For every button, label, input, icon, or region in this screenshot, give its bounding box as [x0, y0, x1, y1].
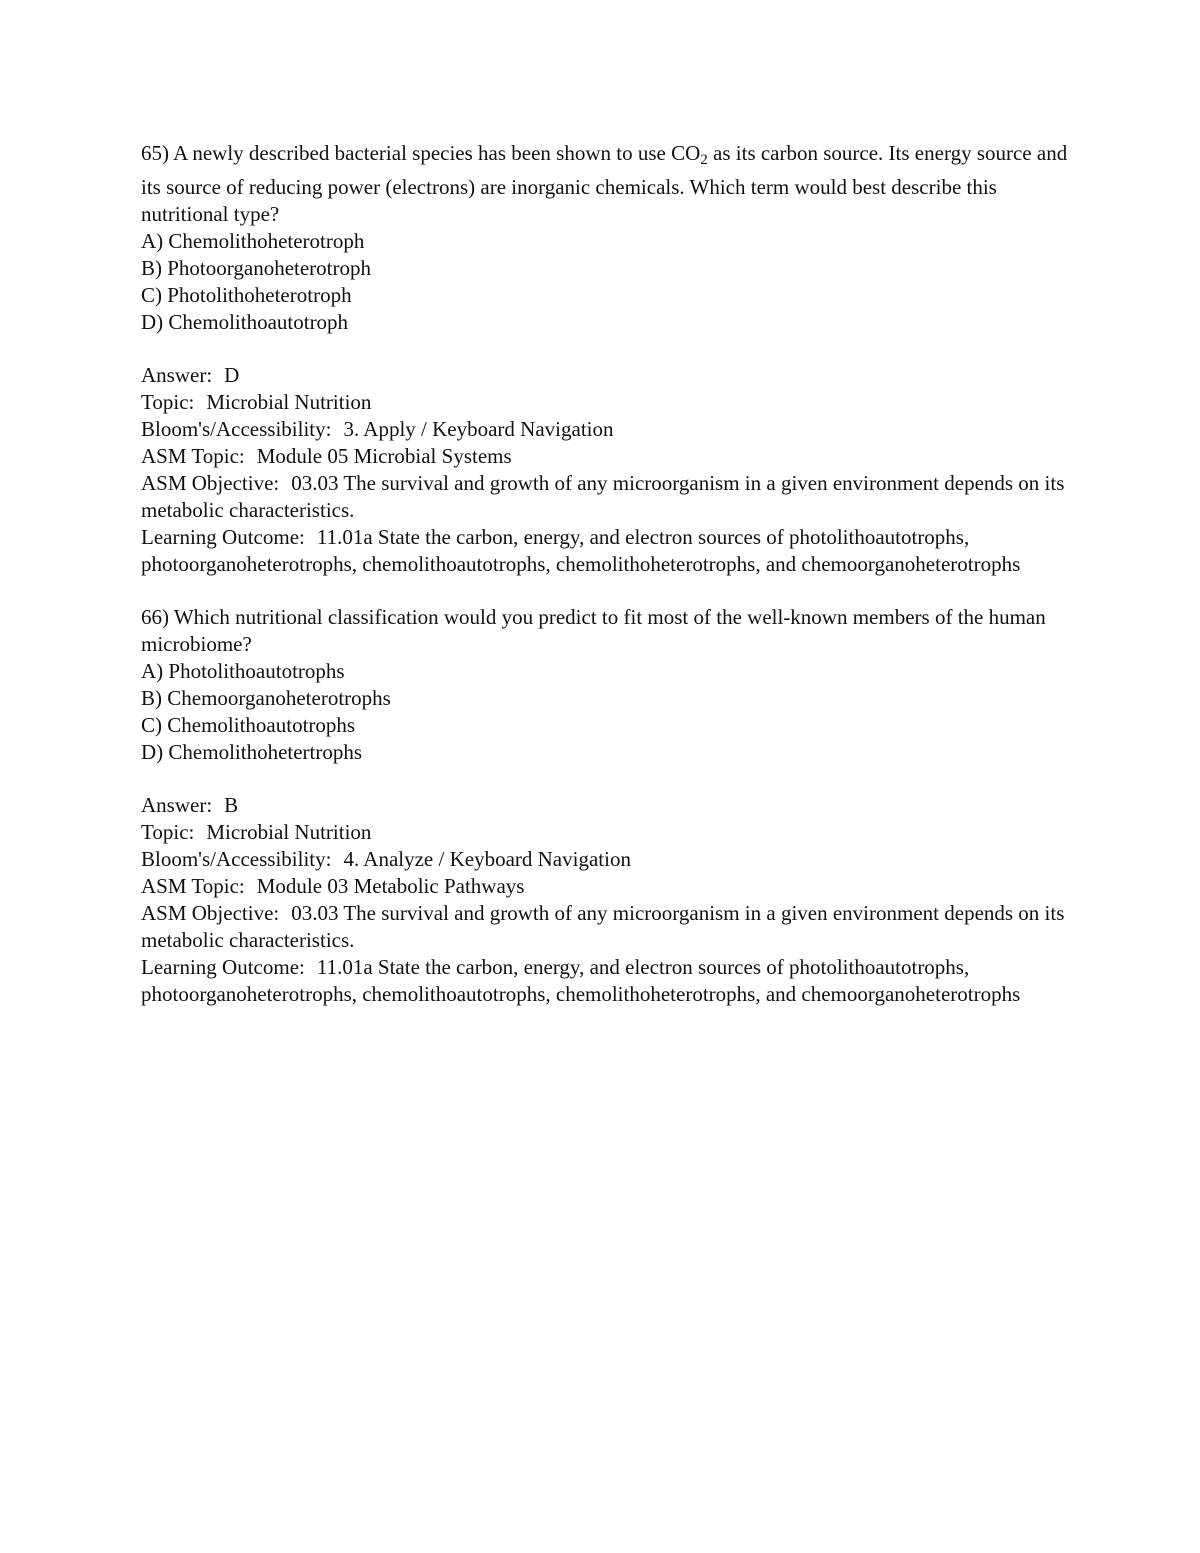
topic-value: Microbial Nutrition — [206, 390, 372, 414]
answer-line — [141, 362, 1071, 389]
answer-label: Answer: — [141, 793, 213, 817]
asm-topic-label: ASM Topic: — [141, 444, 245, 468]
asm-objective-line — [141, 470, 1071, 524]
question-stem: 66) Which nutritional classification would you predict to fit most of the well-known members of the human microbiome? — [141, 605, 1046, 656]
spacer — [141, 578, 1071, 604]
learning-outcome-label: Learning Outcome: — [141, 525, 305, 549]
document-page — [141, 140, 1071, 1008]
learning-outcome-value: 11.01a State the carbon, energy, and electron sources of photolithoautotrophs, photoorganoheterotrophs, chemolithoautotrophs, chemolithoheterotrophs, and chemoorganoheterotrophs — [141, 525, 1021, 576]
learning-outcome-line — [141, 524, 1071, 578]
blooms-label: Bloom's/Accessibility: — [141, 847, 332, 871]
spacer — [141, 336, 1071, 362]
blooms-line — [141, 846, 1071, 873]
option-c: C) Chemolithoautotrophs — [141, 713, 356, 737]
question-block — [141, 604, 1071, 766]
asm-topic-value: Module 03 Metabolic Pathways — [256, 874, 525, 898]
answer-value: B — [224, 793, 239, 817]
stem-text-continued: as its carbon source. Its energy source and its source of reducing power (electrons) are inorganic chemicals. Which term would best describe this nutritional type? — [141, 141, 1068, 226]
blooms-line — [141, 416, 1071, 443]
spacer — [141, 766, 1071, 792]
asm-objective-label: ASM Objective: — [141, 901, 280, 925]
answer-line — [141, 792, 1071, 819]
blooms-label: Bloom's/Accessibility: — [141, 417, 332, 441]
blooms-value: 4. Analyze / Keyboard Navigation — [343, 847, 631, 871]
asm-objective-line — [141, 900, 1071, 954]
blooms-value: 3. Apply / Keyboard Navigation — [343, 417, 614, 441]
option-a: A) Photolithoautotrophs — [141, 659, 345, 683]
option-d: D) Chemolithohetertrophs — [141, 740, 363, 764]
question-stem — [141, 140, 1071, 228]
topic-line — [141, 389, 1071, 416]
option-c: C) Photolithoheterotroph — [141, 283, 352, 307]
option-b: B) Chemoorganoheterotrophs — [141, 686, 391, 710]
asm-topic-value: Module 05 Microbial Systems — [256, 444, 512, 468]
topic-label: Topic: — [141, 820, 195, 844]
answer-value: D — [224, 363, 240, 387]
asm-topic-line — [141, 873, 1071, 900]
option-d: D) Chemolithoautotroph — [141, 310, 349, 334]
option-a: A) Chemolithoheterotroph — [141, 229, 365, 253]
asm-topic-label: ASM Topic: — [141, 874, 245, 898]
learning-outcome-label: Learning Outcome: — [141, 955, 305, 979]
answer-metadata — [141, 362, 1071, 578]
asm-objective-label: ASM Objective: — [141, 471, 280, 495]
option-b: B) Photoorganoheterotroph — [141, 256, 371, 280]
asm-objective-value: 03.03 The survival and growth of any microorganism in a given environment depends on its metabolic characteristics. — [141, 471, 1065, 522]
learning-outcome-value: 11.01a State the carbon, energy, and electron sources of photolithoautotrophs, photoorganoheterotrophs, chemolithoautotrophs, chemolithoheterotrophs, and chemoorganoheterotrophs — [141, 955, 1021, 1006]
asm-topic-line — [141, 443, 1071, 470]
learning-outcome-line — [141, 954, 1071, 1008]
asm-objective-value: 03.03 The survival and growth of any microorganism in a given environment depends on its metabolic characteristics. — [141, 901, 1065, 952]
answer-metadata — [141, 792, 1071, 1008]
topic-line — [141, 819, 1071, 846]
question-block — [141, 140, 1071, 336]
stem-text: 65) A newly described bacterial species has been shown to use CO — [141, 141, 701, 165]
answer-label: Answer: — [141, 363, 213, 387]
formula-subscript: 2 — [700, 152, 708, 168]
topic-label: Topic: — [141, 390, 195, 414]
topic-value: Microbial Nutrition — [206, 820, 372, 844]
